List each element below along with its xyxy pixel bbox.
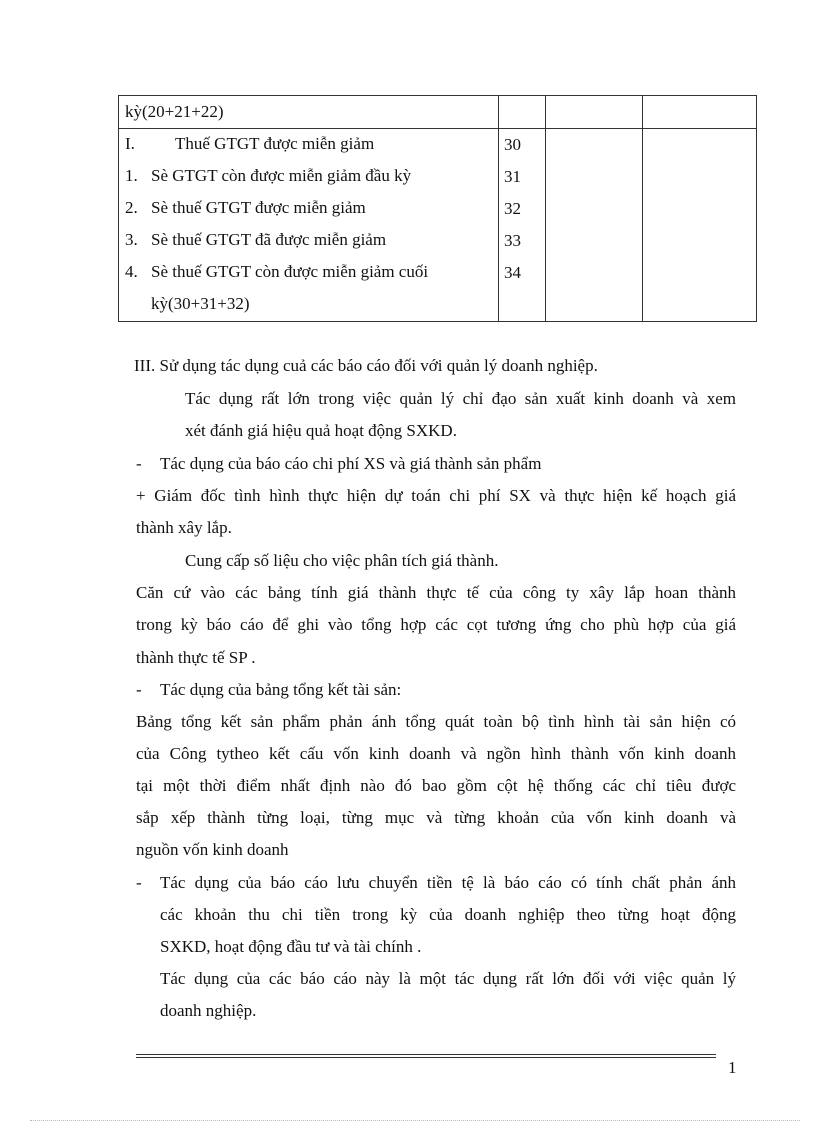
row-code: 33: [504, 231, 521, 250]
paragraph-line: Bảng tổng kết sản phẩm phản ánh tổng quát toàn bộ tình hình tài sản hiện có: [136, 712, 736, 731]
paragraph-line: Tác dụng rất lớn trong việc quản lý chỉ đạo sản xuất kinh doanh và xem: [185, 389, 736, 408]
row-label: Sè GTGT còn được miễn giảm đầu kỳ: [151, 166, 412, 185]
paragraph-line: + Giám đốc tình hình thực hiện dự toán chi phí SX và thực hiện kế hoạch giá: [136, 486, 736, 505]
paragraph-line: nguồn vốn kinh doanh: [136, 840, 289, 859]
row-code: 31: [504, 167, 521, 186]
footer-rule: [136, 1054, 716, 1055]
row-index: I.: [125, 134, 135, 153]
paragraph-line: SXKD, hoạt động đầu tư và tài chính .: [160, 937, 422, 956]
section-heading: III. Sử dụng tác dụng cuả các báo cáo đối với quản lý doanh nghiệp.: [134, 356, 598, 375]
table-row: [119, 96, 757, 129]
row-label: Sè thuế GTGT được miễn giảm: [151, 198, 366, 217]
paragraph-line: Cung cấp số liệu cho việc phân tích giá thành.: [185, 551, 499, 570]
bullet-dash: -: [136, 454, 142, 473]
row-label: Sè thuế GTGT còn được miễn giảm cuối: [151, 262, 429, 281]
paragraph-line: sắp xếp thành từng loại, từng mục và từng khoản của vốn kinh doanh và: [136, 808, 736, 827]
row-code: 30: [504, 135, 521, 154]
tax-exemption-table: [118, 95, 757, 322]
bullet-dash: -: [136, 680, 142, 699]
row-index: 4.: [125, 262, 138, 281]
row-label: Sè thuế GTGT đã được miễn giảm: [151, 230, 387, 249]
row-code: 32: [504, 199, 521, 218]
footer-rule: [136, 1057, 716, 1058]
paragraph-line: trong kỳ báo cáo để ghi vào tổng hợp các cọt tương ứng cho phù hợp của giá: [136, 615, 736, 634]
paragraph-line: xét đánh giá hiệu quả hoạt động SXKD.: [185, 421, 457, 440]
paragraph-line: của Công tytheo kết cấu vốn kinh doanh và ngồn hình thành vốn kinh doanh: [136, 744, 736, 763]
bullet-text: Tác dụng của báo cáo chi phí XS và giá thành sản phẩm: [160, 454, 542, 473]
paragraph-line: tại một thời điểm nhất định nào đó bao gồm cột hệ thống các chỉ tiêu được: [136, 776, 736, 795]
bullet-text: Tác dụng của bảng tổng kết tài sản:: [160, 680, 402, 699]
paragraph-line: thành thực tế SP .: [136, 648, 256, 667]
row-index: 2.: [125, 198, 138, 217]
bullet-dash: -: [136, 873, 142, 892]
page-edge: [30, 1120, 800, 1121]
paragraph-line: các khoản thu chi tiền trong kỳ của doanh nghiệp theo từng hoạt động: [160, 905, 736, 924]
bullet-text: Tác dụng của báo cáo lưu chuyển tiền tệ là báo cáo có tính chất phản ánh: [160, 873, 736, 892]
paragraph-line: doanh nghiệp.: [160, 1001, 257, 1020]
row-label: Thuế GTGT được miễn giảm: [175, 134, 375, 153]
row-label: kỳ(20+21+22): [125, 102, 224, 121]
row-index: 1.: [125, 166, 138, 185]
paragraph-line: Căn cứ vào các bảng tính giá thành thực tế của công ty xây lắp hoan thành: [136, 583, 736, 602]
table-row: [119, 129, 757, 322]
paragraph-line: Tác dụng của các báo cáo này là một tác dụng rất lớn đối với việc quản lý: [160, 969, 736, 988]
row-index: 3.: [125, 230, 138, 249]
row-code: 34: [504, 263, 521, 282]
paragraph-line: thành xây lắp.: [136, 518, 232, 537]
row-label-continuation: kỳ(30+31+32): [151, 294, 250, 313]
page-number: 1: [728, 1058, 737, 1077]
